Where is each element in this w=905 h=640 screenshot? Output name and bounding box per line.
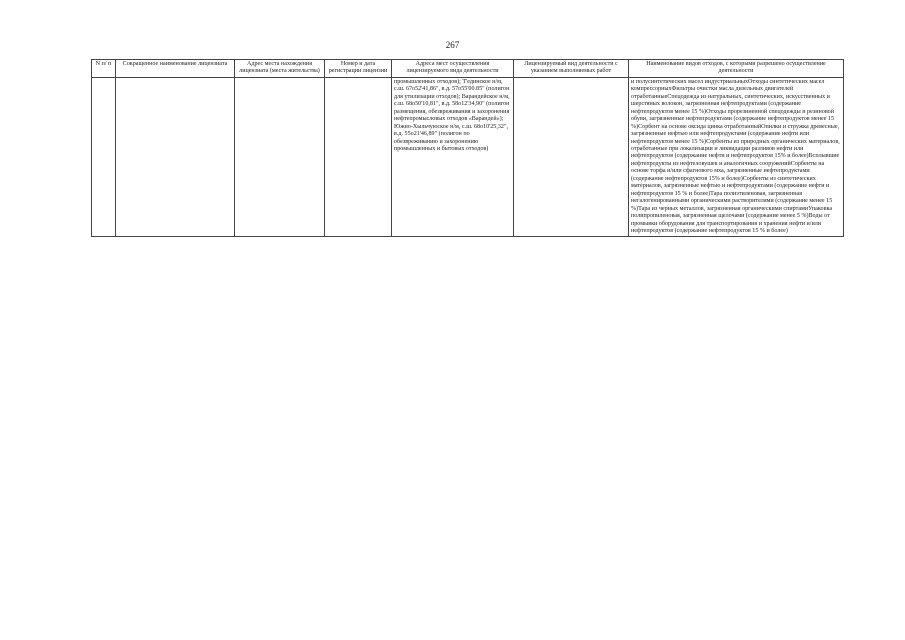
cell-activity-type <box>514 77 629 237</box>
header-number: N п/ п <box>92 60 116 78</box>
header-activity-addresses: Адреса мест осуществления лицензируемого вида деятельности <box>392 60 514 78</box>
license-table <box>91 59 844 237</box>
cell-license-number-date <box>325 77 392 237</box>
cell-waste-types: и полусинтетических масел индустриальныхОтходы синтетических масел компрессорныхФильтры очистки масла дизельных двигателей отработанныеСпецодежда из натуральных, синтетических, искусственных и шерстяных волокон, загрязненная нефтепродуктами (содержание нефтепродуктов менее 15 %)Отходы прорезиненной спецодежды и резиновой обуви, загрязненные нефтепродуктами (содержание нефтепродуктов менее 15 %)Сорбент на основе оксида цинка отработанныйОпилки и стружка древесные, загрязненные нефтью или нефтепродуктами (содержание нефти или нефтепродуктов менее 15 %)Сорбенты из природных органических материалов, отработанные при локализации и ликвидации разливов нефти или нефтепродуктов (содержание нефти и нефтепродуктов 15% и более)Всплывшие нефтепродукты из нефтеловушек и аналогичных сооруженийСорбенты на основе торфа и/или сфагнового мха, загрязненные нефтепродуктами (содержание нефтепродуктов 15% и более)Сорбенты из синтетических материалов, загрязненные нефтью и нефтепродуктами (содержание нефти и нефтепродуктов 15 % и более)Тара полиэтиленовая, загрязненная негалогенированными органическими растворителями (содержание менее 15 %)Тара из черных металлов, загрязненная органическими спиртамиУпаковка полипропиленовая, загрязненная щелочами (содержание менее 5 %)Воды от промывки оборудования для транспортирования и хранения нефти и/или нефтепродуктов (содержание нефтепродуктов 15 % и более) <box>629 77 844 237</box>
cell-activity-addresses: промышленных отходов); Т'единское н/м, с.ш. 67о52'41,86", в.д. 57о55'00.85" (полигон для утилизации отходов); Варандейское н/м, с.ш. 68о50'10,81", в.д. 58о12'34,90" (полигон размещения, обезвреживания и захоронения нефтепромысловых отходов «Варандей»); Южно-Хыльчуюское н/м, с.ш. 68о10'25,32", в.д. 55о21'46,89" (полигон по обезвреживанию и захоронению промышленных и бытовых отходов) <box>392 77 514 237</box>
header-activity-type: Лицензируемый вид деятельности с указанием выполняемых работ <box>514 60 629 78</box>
table-header-row <box>92 60 844 78</box>
cell-licensee-address <box>235 77 325 237</box>
header-licensee-address: Адрес места нахождения лицензиата (места жительства) <box>235 60 325 78</box>
cell-number <box>92 77 116 237</box>
header-license-number-date: Номер и дата регистрации лицензии <box>325 60 392 78</box>
header-waste-types: Наименование видов отходов, с которыми разрешено осуществление деятельности <box>629 60 844 78</box>
header-licensee-name: Сокращенное наименование лицензиата <box>116 60 235 78</box>
table-row <box>92 77 844 237</box>
cell-licensee-name <box>116 77 235 237</box>
page-number: 267 <box>445 40 460 50</box>
